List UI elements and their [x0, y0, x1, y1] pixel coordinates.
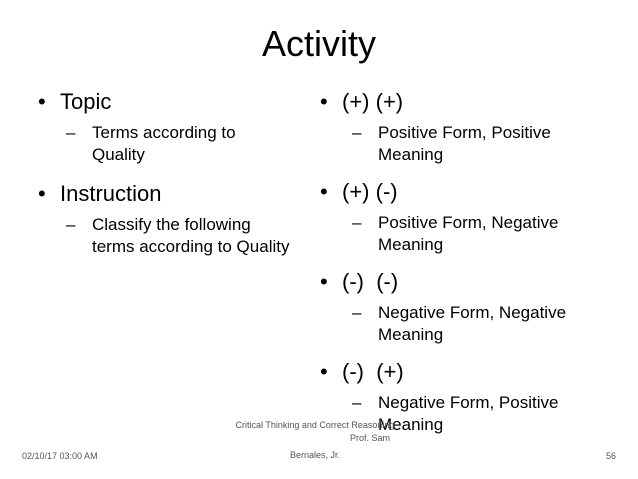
sub-bullet-text: Classify the following terms according to Quality	[92, 215, 290, 256]
bullet-icon: •	[320, 89, 328, 114]
bullet-item-positive-negative	[320, 178, 620, 256]
footer-date: 02/10/17 03:00 AM	[22, 451, 98, 461]
bullet-label: (+) (-)	[342, 179, 398, 204]
footer-author-line: Prof. Sam	[349, 433, 390, 443]
bullet-label: Instruction	[60, 181, 162, 206]
sub-bullet-text: Positive Form, Positive Meaning	[378, 123, 551, 164]
bullet-label: (-) (-)	[342, 269, 399, 294]
footer-author-line-2: Bernales, Jr.	[289, 450, 341, 460]
right-column	[320, 88, 620, 436]
left-column	[38, 88, 308, 258]
bullet-label: (+) (+)	[342, 89, 404, 114]
dash-icon: –	[66, 215, 76, 234]
sub-bullet-text: Negative Form, Negative Meaning	[378, 303, 567, 344]
page-number: 56	[605, 451, 616, 461]
bullet-icon: •	[38, 89, 46, 114]
bullet-item-topic	[38, 88, 308, 166]
bullet-label: (-) (+)	[342, 359, 404, 384]
bullet-item-positive-positive	[320, 88, 620, 166]
bullet-item-negative-negative	[320, 268, 620, 346]
sub-bullet-text: Negative Form, Positive Meaning	[378, 393, 559, 434]
slide-title: Activity	[261, 23, 376, 64]
bullet-label: Topic	[60, 89, 112, 114]
footer-center-text	[220, 419, 410, 462]
sub-bullet-text: Terms according to Quality	[92, 123, 236, 164]
dash-icon: –	[352, 123, 362, 142]
bullet-icon: •	[320, 359, 328, 384]
bullet-item-instruction	[38, 180, 308, 258]
dash-icon: –	[352, 393, 362, 412]
dash-icon: –	[352, 213, 362, 232]
sub-bullet-text: Positive Form, Negative Meaning	[378, 213, 559, 254]
bullet-icon: •	[38, 181, 46, 206]
dash-icon: –	[66, 123, 76, 142]
bullet-icon: •	[320, 269, 328, 294]
dash-icon: –	[352, 303, 362, 322]
footer-course-title: Critical Thinking and Correct Reasoning	[235, 420, 395, 430]
bullet-icon: •	[320, 179, 328, 204]
